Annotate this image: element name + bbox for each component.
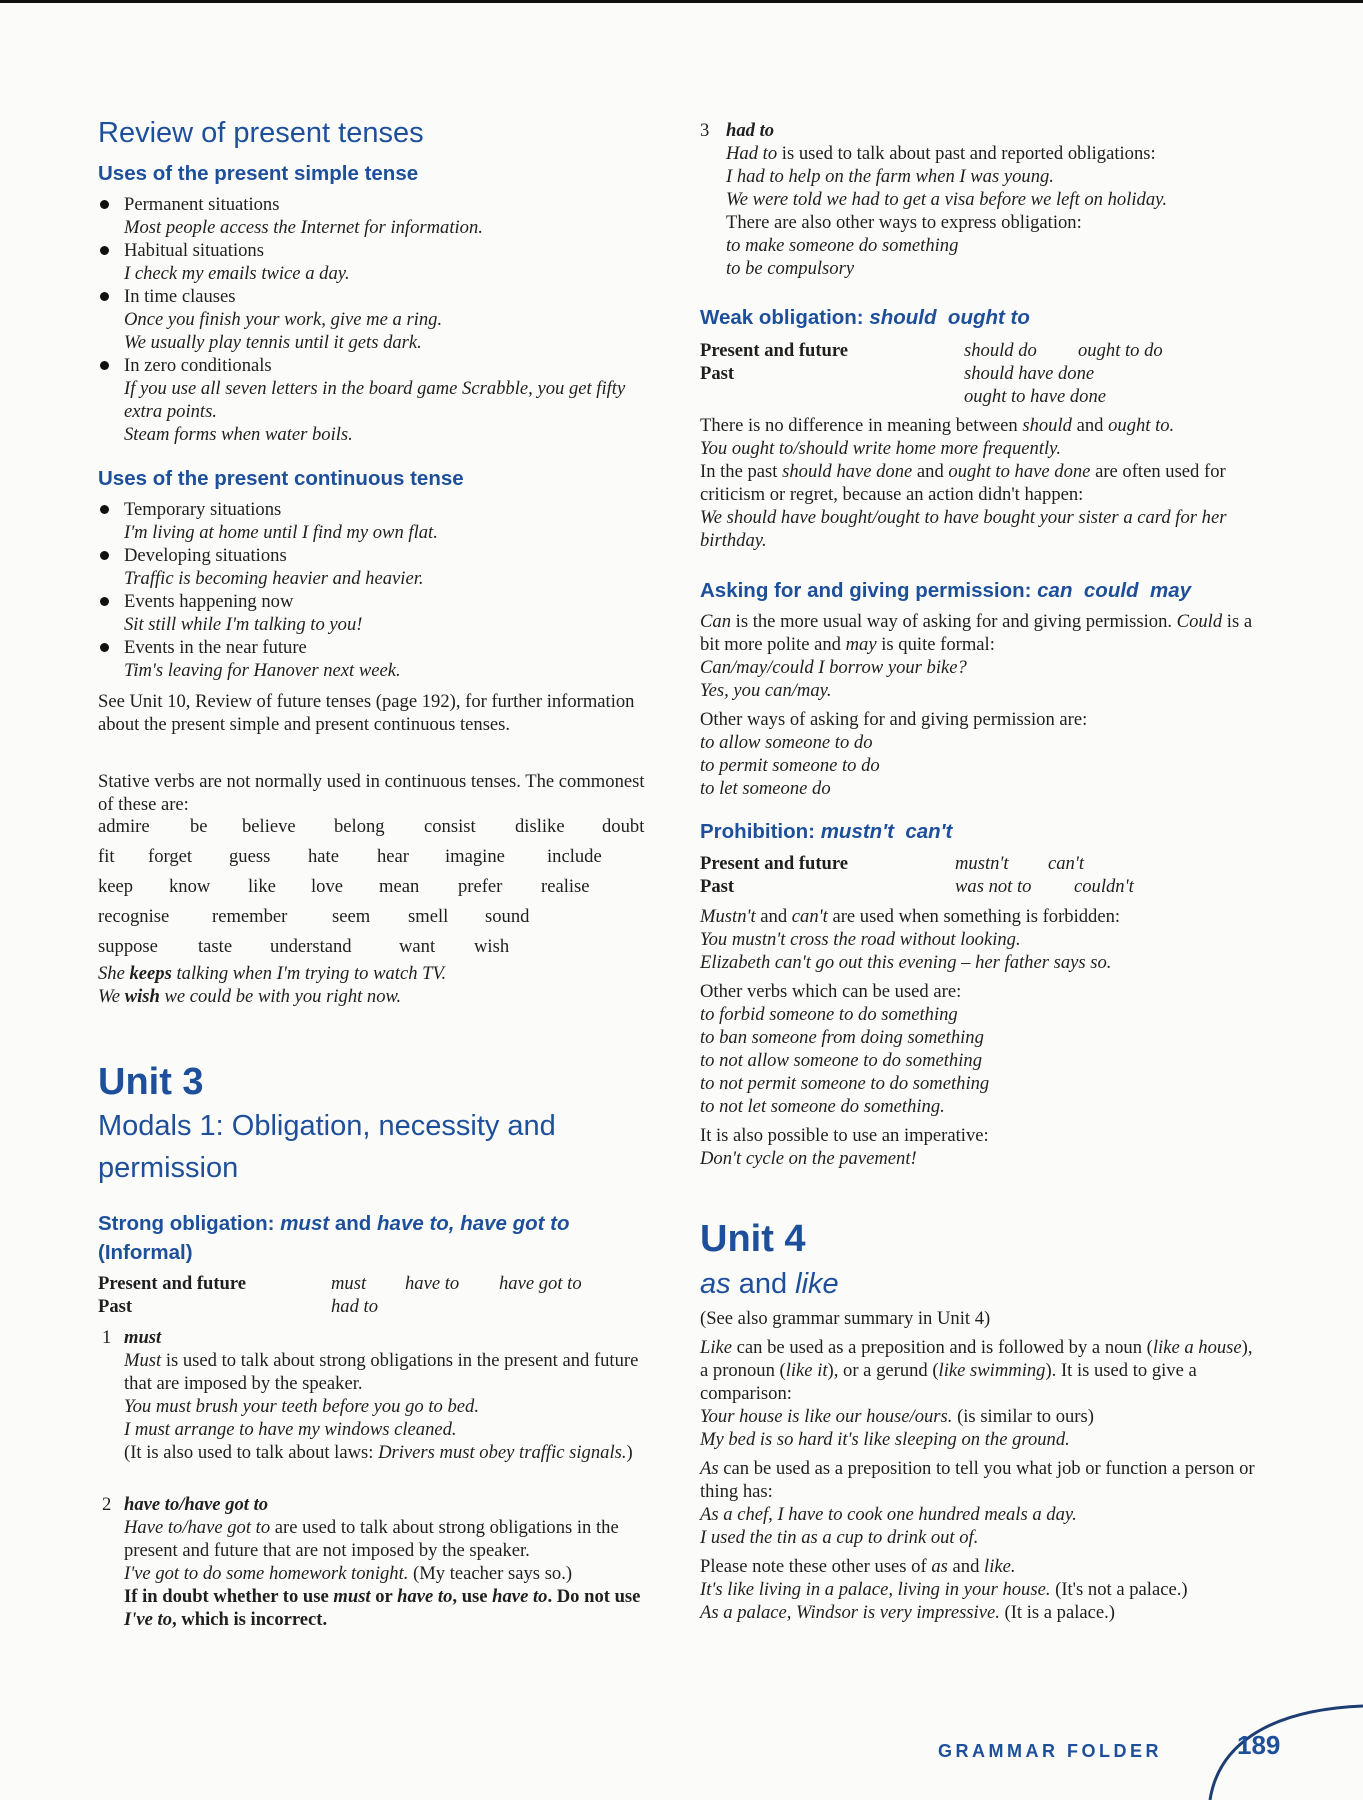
weak-obligation-text: There is no difference in meaning between should and ought to. You ought to/should write home more frequently. In the past should have done and ought to have done are often used for criticism or regret, because an action didn't happen: We should have bought/ought to have bought your sister a card for her birthday. <box>700 415 1227 551</box>
stative-verbs-table <box>98 815 658 965</box>
list-item: In zero conditionals If you use all seven letters in the board game Scrabble, you get fifty extra points. Steam forms when water boils. <box>98 354 658 446</box>
list-item: In time clauses Once you finish your work, give me a ring. We usually play tennis until it gets dark. <box>98 285 658 354</box>
see-unit-paragraph: See Unit 10, Review of future tenses (page 192), for further information about the present simple and present continuous tenses. <box>98 691 635 735</box>
prohibition-text: Mustn't and can't are used when something is forbidden: You mustn't cross the road without looking. Elizabeth can't go out this evening – her father says so. Other verbs which can be used are: to forbid someone to do something to ban someone from doing something to not allow someone to do something to not permit someone to do something to not let someone do something. It is also possible to use an imperative: Don't cycle on the pavement! <box>700 906 1121 1169</box>
stative-row: fit forget guess hate hear imagine include <box>98 846 602 867</box>
weak-obligation-table: Present and future should do ought to do Past should have done ought to have done <box>700 340 1163 407</box>
list-item: Events in the near future Tim's leaving for Hanover next week. <box>98 636 658 682</box>
note-3-had-to: 3 had to Had to is used to talk about past and reported obligations: I had to help on the farm when I was young. We were told we had to get a visa before we left on holiday. There are also other ways to express obligation: to make someone do something to be compulsory <box>700 120 1168 279</box>
stative-row: recognise remember seem smell sound <box>98 906 530 927</box>
stative-row: admire be believe belong consist dislike doubt <box>98 816 645 837</box>
permission-heading: Asking for and giving permission: can could may <box>700 579 1191 602</box>
list-item: Habitual situations I check my emails twice a day. <box>98 239 658 285</box>
unit-4-title: Unit 4 <box>700 1218 806 1260</box>
review-title: Review of present tenses <box>98 117 424 149</box>
present-continuous-heading: Uses of the present continuous tense <box>98 467 464 490</box>
note-1-must: 1 must Must is used to talk about strong obligations in the present and future that are imposed by the speaker. You must brush your teeth before you go to bed. I must arrange to have my windows cleaned. (It is also used to talk about laws: Drivers must obey traffic signals.) <box>102 1327 639 1463</box>
stative-examples: She keeps talking when I'm trying to watch TV. We wish we could be with you right now. <box>98 963 447 1007</box>
stative-intro: Stative verbs are not normally used in continuous tenses. The commonest of these are: <box>98 771 645 815</box>
unit-4-text: (See also grammar summary in Unit 4) Like can be used as a preposition and is followed by a noun (like a house), a pronoun (like it), or a gerund (like swimming). It is used to give a comparison: Your house is like our house/ours. (is similar to ours) My bed is so hard it's like sleeping on the ground. As can be used as a preposition to tell you what job or function a person or thing has: As a chef, I have to cook one hundred meals a day. I used the tin as a cup to drink out of. Please note these other uses of as and like. It's like living in a palace, living in your house. (It's not a palace.) As a palace, Windsor is very impressive. (It is a palace.) <box>700 1308 1255 1623</box>
unit-3-title: Unit 3 <box>98 1061 204 1103</box>
page-number: 189 <box>1237 1730 1281 1760</box>
weak-obligation-heading: Weak obligation: should ought to <box>700 306 1030 329</box>
footer-label: GRAMMAR FOLDER <box>938 1741 1162 1761</box>
prohibition-table: Present and future mustn't can't Past was not to couldn't <box>700 853 1134 897</box>
unit-4-subtitle: as and like <box>700 1268 839 1300</box>
prohibition-heading: Prohibition: mustn't can't <box>700 820 953 843</box>
stative-row: suppose taste understand want wish <box>98 936 510 957</box>
unit-3-subtitle: Modals 1: Obligation, necessity and permission <box>98 1110 556 1184</box>
note-2-have-to: 2 have to/have got to Have to/have got to are used to talk about strong obligations in the present and future that are not imposed by the speaker. I've got to do some homework tonight. (My teacher says so.) If in doubt whether to use must or have to, use have to. Do not use I've to, which is incorrect. <box>102 1494 641 1630</box>
present-continuous-list <box>98 498 658 682</box>
list-item: Temporary situations I'm living at home until I find my own flat. <box>98 498 658 544</box>
strong-obligation-table: Present and future must have to have got to Past had to <box>98 1273 582 1317</box>
stative-row: keep know like love mean prefer realise <box>98 876 590 897</box>
permission-text: Can is the more usual way of asking for and giving permission. Could is a bit more polite and may is quite formal: Can/may/could I borrow your bike? Yes, you can/may. Other ways of asking for and giving permission are: to allow someone to do to permit someone to do to let someone do <box>700 611 1253 799</box>
strong-obligation-heading: Strong obligation: must and have to, have got to (Informal) <box>98 1212 570 1264</box>
present-simple-heading: Uses of the present simple tense <box>98 162 419 185</box>
page-corner-arc <box>1204 1690 1363 1800</box>
list-item: Developing situations Traffic is becoming heavier and heavier. <box>98 544 658 590</box>
top-rule <box>0 0 1363 3</box>
list-item: Permanent situations Most people access the Internet for information. <box>98 193 658 239</box>
list-item: Events happening now Sit still while I'm talking to you! <box>98 590 658 636</box>
present-simple-list <box>98 193 658 446</box>
